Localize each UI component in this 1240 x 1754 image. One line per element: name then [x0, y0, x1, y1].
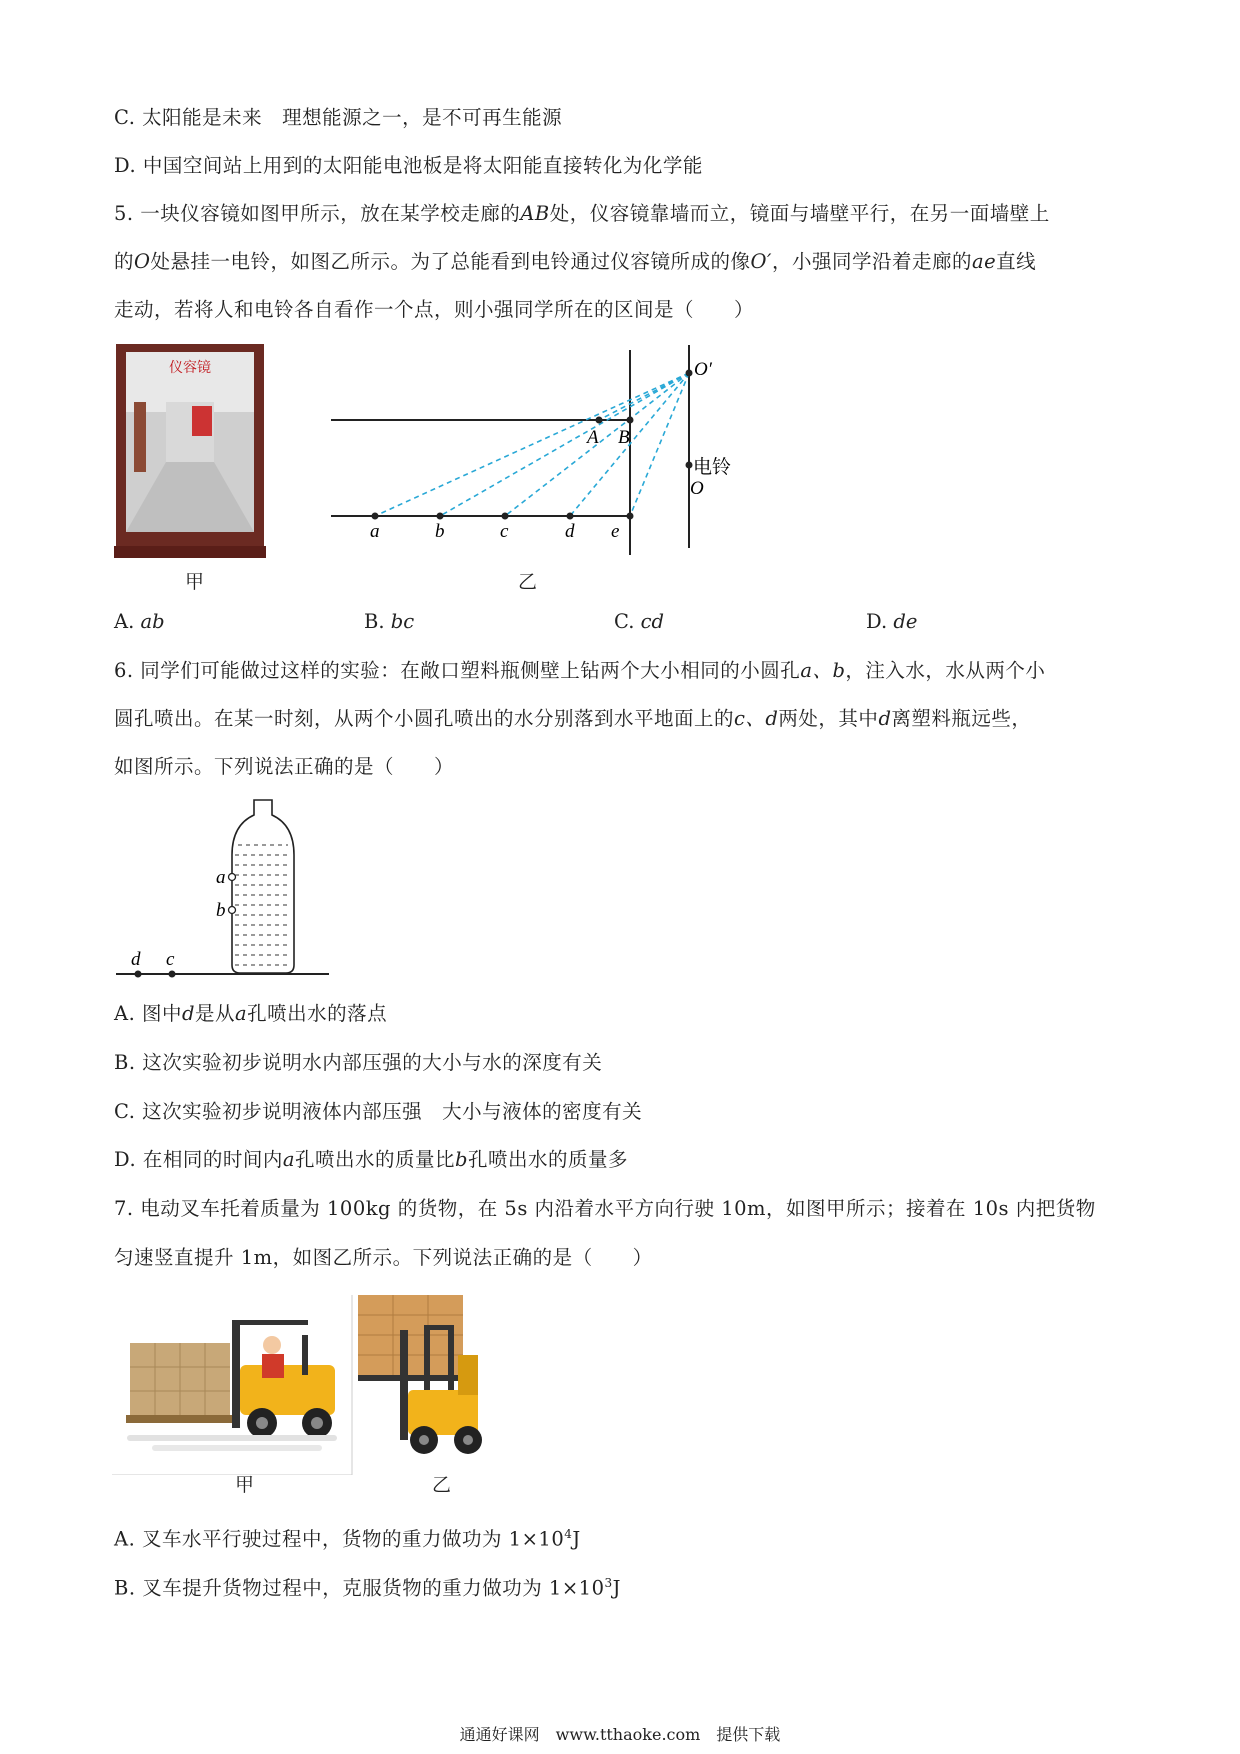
q7-line-2: 匀速竖直提升 1m，如图乙所示。下列说法正确的是（ ）	[114, 1246, 653, 1269]
q5-line-1: 5. 一块仪容镜如图甲所示，放在某学校走廊的AB处，仪容镜靠墙而立，镜面与墙壁平行，在另一面墙壁上	[114, 202, 1050, 225]
q6-option-a: A. 图中d是从a孔喷出水的落点	[114, 1002, 388, 1025]
mirror-diagram	[325, 345, 750, 560]
bottle-diagram	[114, 795, 334, 985]
label-o: O	[690, 478, 704, 499]
q6-line-1: 6. 同学们可能做过这样的实验：在敞口塑料瓶侧壁上钻两个大小相同的小圆孔a、b，注入水，水从两个小	[114, 659, 1046, 682]
point-e: e	[611, 521, 620, 542]
q6-option-b: B. 这次实验初步说明水内部压强的大小与水的深度有关	[114, 1051, 603, 1074]
figure-caption-yi: 乙	[518, 571, 538, 593]
option-d-prev: D. 中国空间站上用到的太阳能电池板是将太阳能直接转化为化学能	[114, 154, 703, 177]
hole-a-label: a	[216, 867, 226, 888]
q5-line-3: 走动，若将人和电铃各自看作一个点，则小强同学所在的区间是（ ）	[114, 298, 755, 321]
point-b: b	[435, 521, 445, 542]
figure-caption-jia: 甲	[185, 571, 205, 593]
q6-line-3: 如图所示。下列说法正确的是（ ）	[114, 755, 455, 778]
q5-option-c: C. cd	[614, 610, 665, 633]
q6-option-d: D. 在相同的时间内a孔喷出水的质量比b孔喷出水的质量多	[114, 1148, 628, 1171]
point-d: d	[565, 521, 575, 542]
figure-caption-jia-7: 甲	[235, 1474, 255, 1496]
point-a: a	[370, 521, 380, 542]
ground-d-label: d	[131, 949, 141, 970]
label-a: A	[587, 427, 599, 448]
q6-line-2: 圆孔喷出。在某一时刻，从两个小圆孔喷出的水分别落到水平地面上的c、d两处，其中d离塑料瓶远些，	[114, 707, 1032, 730]
hole-b-label: b	[216, 900, 226, 921]
mirror-sign: 仪容镜	[169, 361, 211, 376]
option-c-prev: C. 太阳能是未来 理想能源之一，是不可再生能源	[114, 106, 563, 129]
mirror-photo	[114, 342, 266, 560]
forklift-figure	[112, 1295, 517, 1475]
forklift-yi	[358, 1295, 482, 1454]
label-bell: 电铃	[693, 457, 732, 478]
label-o-prime: O′	[694, 359, 712, 380]
q6-option-c: C. 这次实验初步说明液体内部压强 大小与液体的密度有关	[114, 1100, 643, 1123]
q7-line-1: 7. 电动叉车托着质量为 100kg 的货物，在 5s 内沿着水平方向行驶 10m，如图甲所示；接着在 10s 内把货物	[114, 1197, 1096, 1220]
q7-option-b: B. 叉车提升货物过程中，克服货物的重力做功为 $1\times 10^3J$	[114, 1576, 621, 1600]
ground-c-label: c	[166, 949, 175, 970]
q7-option-a: A. 叉车水平行驶过程中，货物的重力做功为 $1\times 10^4J$	[114, 1527, 581, 1551]
label-b: B	[618, 427, 630, 448]
q5-option-b: B. bc	[364, 610, 415, 633]
figure-caption-yi-7: 乙	[432, 1474, 452, 1496]
point-c: c	[500, 521, 509, 542]
page-footer: 通通好课网 www.tthaoke.com 提供下载	[459, 1725, 781, 1744]
q5-line-2: 的O处悬挂一电铃，如图乙所示。为了总能看到电铃通过仪容镜所成的像O′，小强同学沿着走廊的ae直线	[114, 250, 1037, 273]
forklift-jia	[126, 1320, 337, 1451]
q5-option-a: A. ab	[114, 610, 165, 633]
q5-option-d: D. de	[866, 610, 918, 633]
